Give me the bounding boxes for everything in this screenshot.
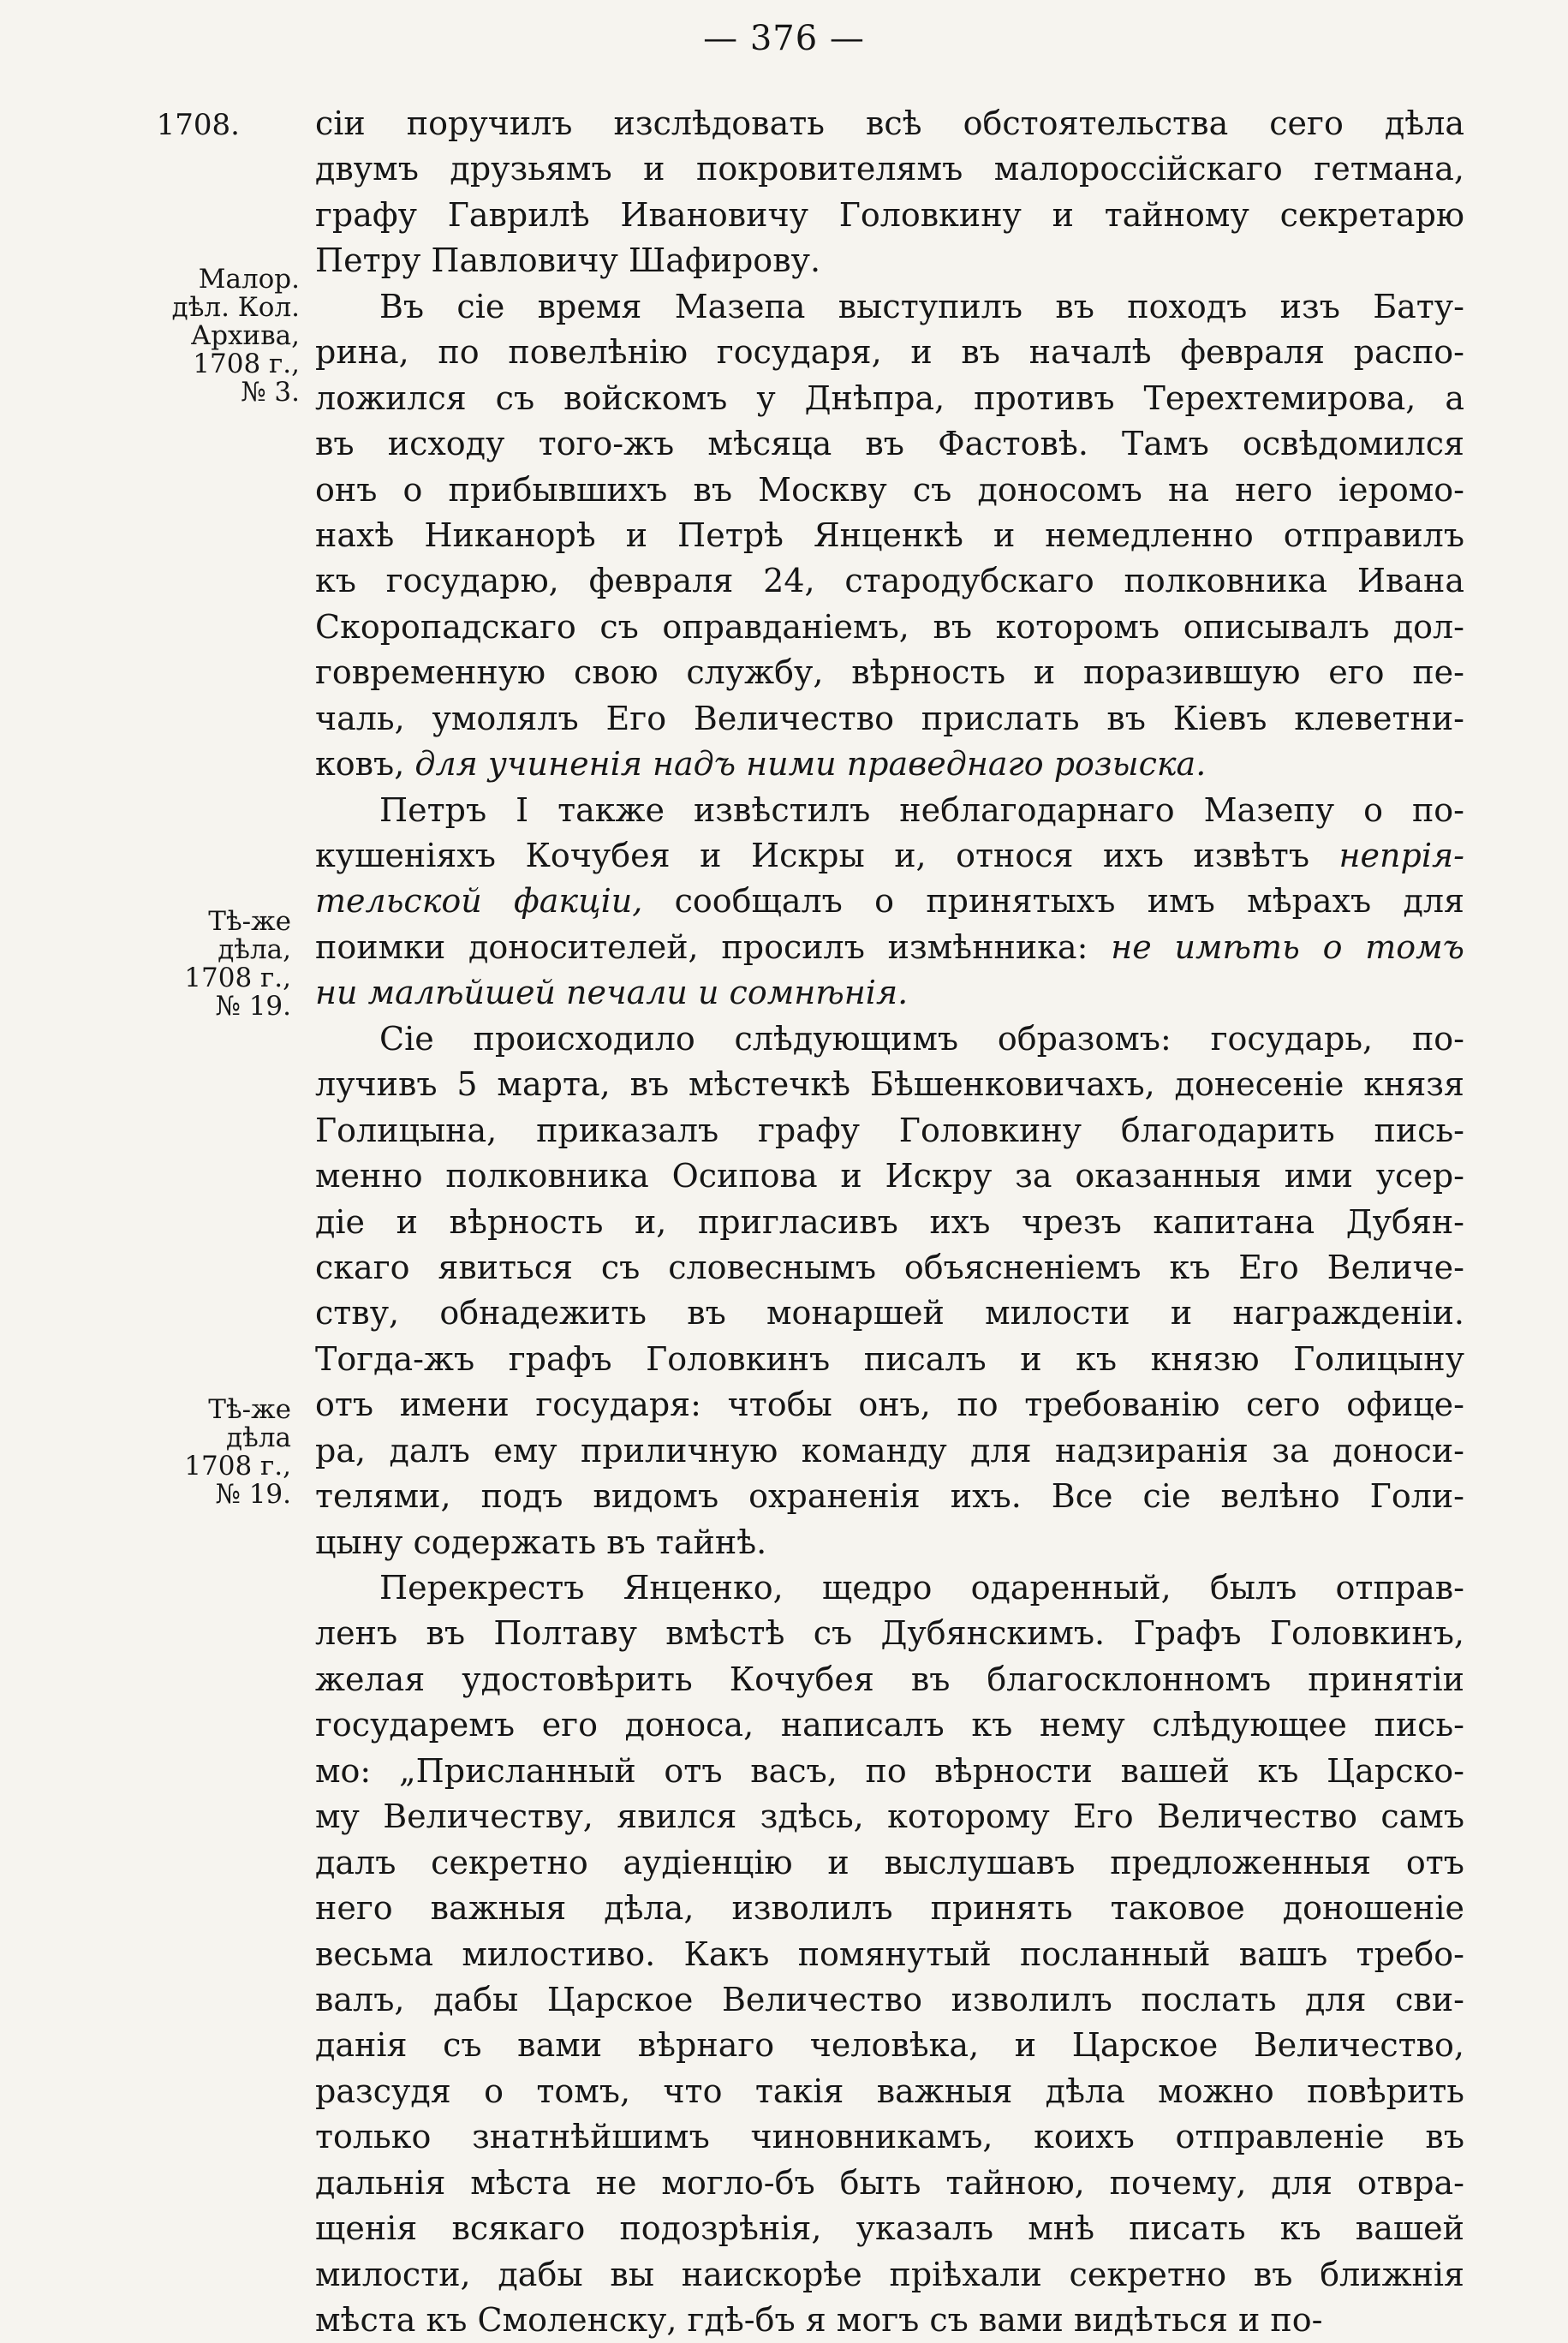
margin-note-line: дѣл. Кол.: [171, 292, 300, 323]
text-line: милости, дабы вы наискорѣе пріѣхали секретно въ ближнія: [315, 2255, 1464, 2293]
text-line: дальнія мѣста не могло-бъ быть тайною, почему, для отвра-: [315, 2163, 1464, 2202]
text-line: графу Гаврилѣ Ивановичу Головкину и тайному секретарю: [315, 195, 1464, 234]
text-line: весьма милостиво. Какъ помянутый посланный вашъ требо-: [315, 1935, 1464, 1973]
text-line: рина, по повелѣнію государя, и въ началѣ февраля распо-: [315, 333, 1464, 372]
margin-note-source: [128, 908, 291, 1021]
text-line: менно полковника Осипова и Искру за оказанныя ими усер-: [315, 1157, 1464, 1195]
text-line: телями, подъ видомъ охраненія ихъ. Все сіе велѣно Голи-: [315, 1477, 1464, 1516]
text-line: Тогда-жъ графъ Головкинъ писалъ и къ князю Голицыну: [315, 1339, 1464, 1378]
text-line: Голицына, приказалъ графу Головкину благодарить пись-: [315, 1111, 1464, 1149]
text-line: мѣста къ Смоленску, гдѣ-бъ я могъ съ вами видѣться и по-: [315, 2301, 1323, 2339]
text-line: двумъ друзьямъ и покровителямъ малороссійскаго гетмана,: [315, 150, 1464, 188]
margin-note-line: № 19.: [215, 991, 291, 1022]
margin-note-line: Тѣ-же: [208, 1394, 291, 1425]
paragraph: [315, 1016, 1464, 1565]
margin-note-line: дѣла: [226, 1422, 291, 1453]
text-line: отъ имени государя: чтобы онъ, по требованію сего офице-: [315, 1386, 1464, 1424]
margin-note-line: Архива,: [190, 320, 300, 351]
text-line: говременную свою службу, вѣрность и поразившую его пе-: [315, 653, 1464, 692]
margin-note-line: № 19.: [215, 1479, 291, 1510]
margin-note-line: Малор.: [198, 264, 300, 295]
text-line: діе и вѣрность и, пригласивъ ихъ чрезъ капитана Дубян-: [315, 1202, 1464, 1241]
text-line: Петръ I также извѣстилъ неблагодарнаго Мазепу о по-: [379, 790, 1464, 829]
margin-note-year: [146, 108, 240, 142]
text-line: тельской факціи, сообщалъ о принятыхъ имъ мѣрахъ для: [315, 882, 1464, 921]
margin-note-line: 1708 г.,: [193, 349, 300, 379]
text-line: Перекрестъ Янценко, щедро одаренный, былъ отправ-: [379, 1569, 1464, 1607]
text-line: разсудя о томъ, что такія важныя дѣла можно повѣрить: [315, 2072, 1464, 2110]
text-line: ра, далъ ему приличную команду для надзиранія за доноси-: [315, 1431, 1464, 1470]
emphasized-text: не имѣть о томъ: [1111, 927, 1464, 966]
text-line: Сіе происходило слѣдующимъ образомъ: государь, по-: [379, 1019, 1464, 1058]
text-line: нахѣ Никанорѣ и Петрѣ Янценкѣ и немедленно отправилъ: [315, 516, 1464, 554]
paragraph: [315, 101, 1464, 284]
margin-note-source: [128, 1396, 291, 1509]
text-line: чаль, умолялъ Его Величество прислать въ Кіевъ клеветни-: [315, 699, 1464, 737]
text-line: ленъ въ Полтаву вмѣстѣ съ Дубянскимъ. Графъ Головкинъ,: [315, 1614, 1464, 1653]
text-line: цыну содержать въ тайнѣ.: [315, 1523, 767, 1561]
body-text: [315, 101, 1464, 2343]
text-line: ложился съ войскомъ у Днѣпра, противъ Терехтемирова, а: [315, 379, 1464, 417]
emphasized-text: для учиненія надъ ними праведнаго розыска.: [414, 745, 1207, 784]
margin-note-source: [128, 265, 300, 407]
text-line: ству, обнадежить въ монаршей милости и награжденіи.: [315, 1294, 1464, 1332]
margin-note-line: Тѣ-же: [208, 906, 291, 937]
text-line: Въ сіе время Мазепа выступилъ въ походъ изъ Бату-: [379, 287, 1464, 325]
text-line: него важныя дѣла, изволилъ принять таковое доношеніе: [315, 1889, 1464, 1928]
text-line: желая удостовѣрить Кочубея въ благосклонномъ принятіи: [315, 1660, 1464, 1698]
text-line: скаго явиться съ словеснымъ объясненіемъ къ Его Величе-: [315, 1248, 1464, 1286]
text-line: въ исходу того-жъ мѣсяца въ Фастовѣ. Тамъ освѣдомился: [315, 425, 1464, 463]
paragraph: [315, 1565, 1464, 2343]
text-line: только знатнѣйшимъ чиновникамъ, коихъ отправленіе въ: [315, 2118, 1464, 2156]
margin-note-line: дѣла,: [218, 934, 291, 965]
text-line: далъ секретно аудіенцію и выслушавъ предложенныя отъ: [315, 1843, 1464, 1881]
text-line: сіи поручилъ изслѣдовать всѣ обстоятельства сего дѣла: [315, 104, 1464, 142]
text-line: поимки доносителей, просилъ измѣнника: не имѣть о томъ: [315, 927, 1464, 966]
emphasized-text: тельской факціи,: [315, 882, 643, 921]
paragraph: [315, 788, 1464, 1016]
text-line: мо: „Присланный отъ васъ, по вѣрности вашей къ Царско-: [315, 1751, 1464, 1790]
margin-note-line: № 3.: [241, 377, 300, 408]
text-line: щенія всякаго подозрѣнія, указалъ мнѣ писать къ вашей: [315, 2209, 1464, 2248]
paragraph: [315, 284, 1464, 788]
margin-note-line: 1708 г.,: [184, 1451, 291, 1482]
emphasized-text: непрія-: [1338, 837, 1464, 874]
text-line: Петру Павловичу Шафирову.: [315, 241, 821, 280]
text-line: онъ о прибывшихъ въ Москву съ доносомъ на него іеромо-: [315, 470, 1464, 509]
text-line: валъ, дабы Царское Величество изволилъ послать для сви-: [315, 1980, 1464, 2018]
text-line: государемъ его доноса, написалъ къ нему слѣдующее пись-: [315, 1706, 1464, 1744]
page-number: — 376 —: [703, 19, 865, 58]
margin-note-line: 1708.: [156, 108, 240, 142]
text-line: [315, 970, 1464, 1016]
text-line: данія съ вами вѣрнаго человѣка, и Царское Величество,: [315, 2026, 1464, 2065]
text-line: му Величеству, явился здѣсь, которому Его Величество самъ: [315, 1797, 1464, 1836]
text-line: къ государю, февраля 24, стародубскаго полковника Ивана: [315, 562, 1464, 600]
text-line: ковъ, для учиненія надъ ними праведнаго розыска.: [315, 745, 1207, 784]
margin-note-line: 1708 г.,: [184, 963, 291, 993]
emphasized-text: ни малѣйшей печали и сомнѣнія.: [315, 974, 909, 1012]
text-line: лучивъ 5 марта, въ мѣстечкѣ Бѣшенковичахъ, донесеніе князя: [315, 1065, 1464, 1104]
text-line: Скоропадскаго съ оправданіемъ, въ которомъ описывалъ дол-: [315, 607, 1464, 646]
text-line: кушеніяхъ Кочубея и Искры и, относя ихъ извѣтъ непрія-: [315, 837, 1464, 874]
